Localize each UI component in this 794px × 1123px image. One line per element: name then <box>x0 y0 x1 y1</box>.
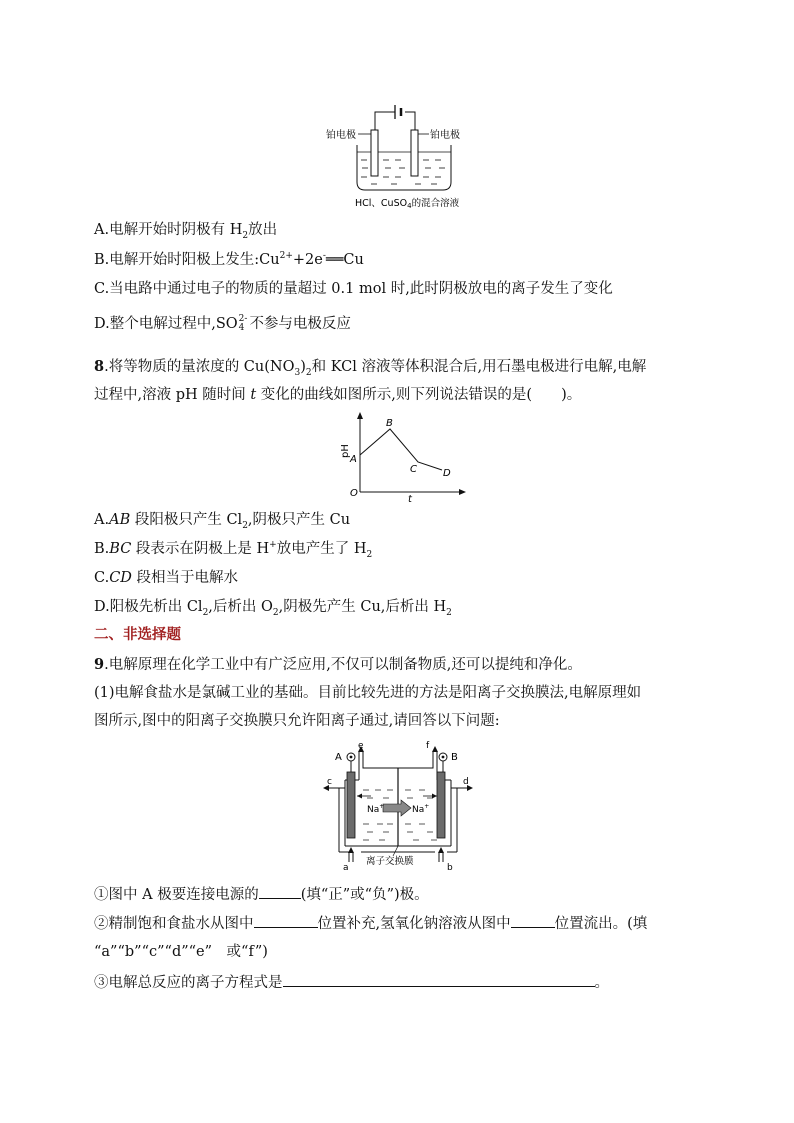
q9-part1-line1: (1)电解食盐水是氯碱工业的基础。目前比较先进的方法是阳离子交换膜法,电解原理如 <box>94 685 642 701</box>
inlet-b-label: b <box>447 863 453 873</box>
outlet-d-label: d <box>463 777 469 787</box>
y-axis-label: pH <box>340 444 351 458</box>
origin-label: O <box>350 488 358 499</box>
answer-blank-3[interactable] <box>511 913 555 928</box>
q9-sub1: ①图中 A 极要连接电源的 (填“正”或“负”)极。 <box>94 884 429 905</box>
q9-intro: 9.电解原理在化学工业中有广泛应用,不仅可以制备物质,还可以提纯和净化。 <box>94 656 582 673</box>
q7-option-c: C.当电路中通过电子的物质的量超过 0.1 mol 时,此时阴极放电的离子发生了变化 <box>94 281 613 297</box>
point-b-label: B <box>386 418 393 429</box>
x-axis-label: t <box>408 494 412 504</box>
left-electrode-label: 铂电极 <box>326 130 356 141</box>
q9-sub2-line2: “a”“b”“c”“d”“e” 或“f”) <box>94 944 268 960</box>
ph-time-graph <box>330 412 470 504</box>
answer-blank-2[interactable] <box>254 913 318 928</box>
membrane-label: 离子交换膜 <box>366 856 414 867</box>
point-d-label: D <box>443 468 451 479</box>
membrane-cell-figure <box>323 740 473 876</box>
q8-option-a: A.AB 段阳极只产生 $Cl_2$,阴极只产生 Cu <box>94 512 351 531</box>
outlet-f-label: f <box>426 741 430 751</box>
q8-option-c: C.CD 段相当于电解水 <box>94 570 239 586</box>
solution-caption: HCl、CuSO$_4$的混合溶液 <box>355 198 460 210</box>
na-ion-left: Na+ <box>367 803 385 815</box>
na-ion-right: Na+ <box>412 803 430 815</box>
ph-curve <box>360 429 442 470</box>
answer-blank-4[interactable] <box>283 972 595 987</box>
na-migration-arrow <box>383 800 411 816</box>
q8-stem-line2: 过程中,溶液 pH 随时间 t 变化的曲线如图所示,则下列说法错误的是( )。 <box>94 387 582 403</box>
answer-blank-1[interactable] <box>259 884 301 899</box>
q9-sub3: ③电解总反应的离子方程式是 。 <box>94 972 609 993</box>
q7-option-d: D.整个电解过程中,SO 2- 4 不参与电极反应 <box>94 314 351 333</box>
q8-stem-line1: 8.将等物质的量浓度的 $Cu(NO_3)_2$和 KCl 溶液等体积混合后,用石墨电极进行电解,电解 <box>94 358 647 378</box>
point-a-label: A <box>350 454 357 465</box>
terminal-b-label: B <box>451 752 458 763</box>
q9-sub2-line1: ②精制饱和食盐水从图中 位置补充,氢氧化钠溶液从图中 位置流出。(填 <box>94 913 647 934</box>
electrolysis-cell-figure <box>315 100 485 212</box>
q8-option-b: B.BC 段表示在阴极上是 H+放电产生了 $H_2$ <box>94 540 373 560</box>
point-c-label: C <box>410 464 417 475</box>
outlet-c-label: c <box>327 777 332 787</box>
q8-option-d: D.阳极先析出 $Cl_2$,后析出 $O_2$,阴极先产生 Cu,后析出 $H_2$ <box>94 599 452 618</box>
q7-option-a: A.电解开始时阴极有 $H_2$放出 <box>94 222 278 241</box>
section-heading: 二、非选择题 <box>94 626 181 643</box>
q9-part1-line2: 图所示,图中的阳离子交换膜只允许阳离子通过,请回答以下问题: <box>94 713 500 729</box>
outlet-e-label: e <box>358 741 364 751</box>
terminal-a-label: A <box>335 752 342 763</box>
right-electrode-label: 铂电极 <box>430 130 460 141</box>
q7-option-b: B.电解开始时阳极上发生$:Cu^{2+}+2e^-══Cu$ <box>94 251 364 268</box>
inlet-a-label: a <box>343 863 349 873</box>
